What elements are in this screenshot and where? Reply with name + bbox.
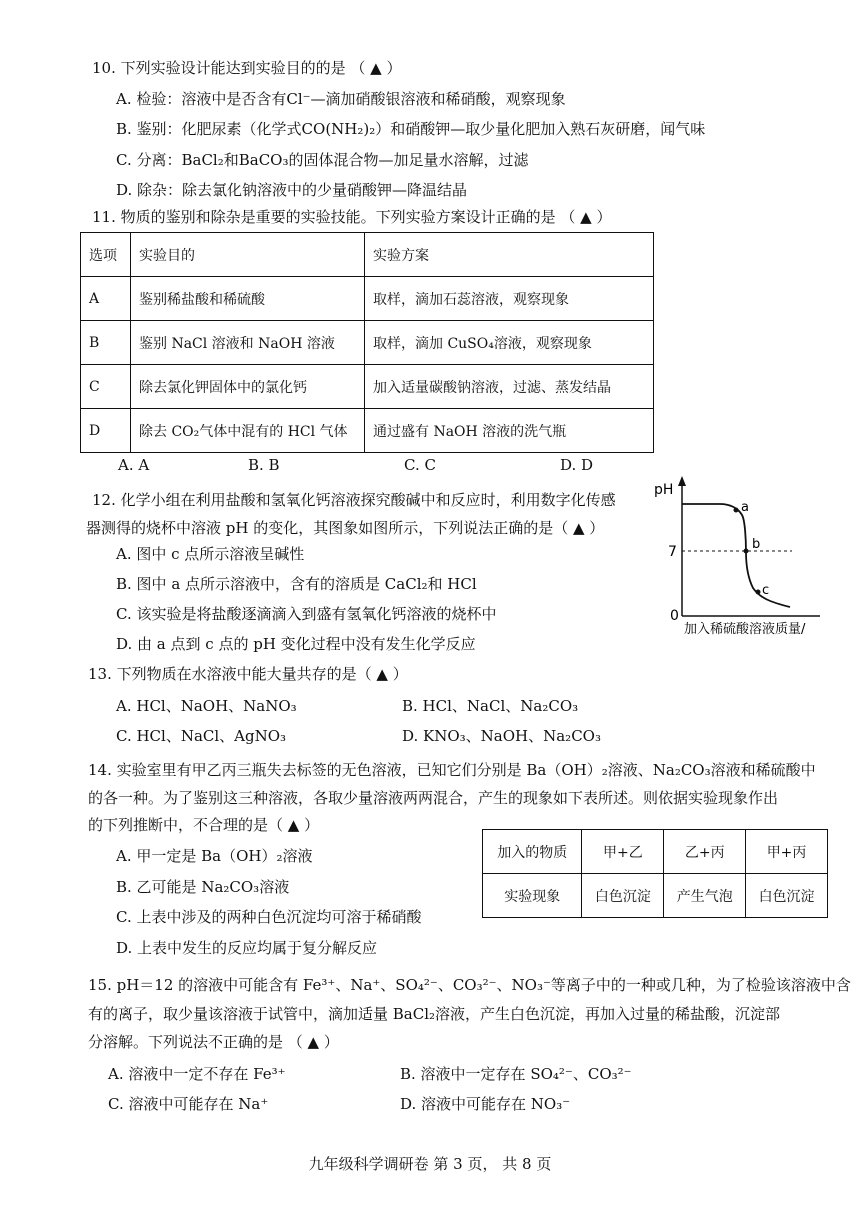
- table-cell: 实验方案: [365, 233, 654, 277]
- q14-table: [482, 829, 828, 918]
- q10-stem: 10. 下列实验设计能达到实验目的的是 （ ▲ ）: [92, 59, 402, 77]
- table-cell: 鉴别 NaCl 溶液和 NaOH 溶液: [131, 321, 365, 365]
- y-axis-arrow: [678, 476, 686, 486]
- table-cell: 加入适量碳酸钠溶液，过滤、蒸发结晶: [365, 365, 654, 409]
- q14-option-c: C. 上表中涉及的两种白色沉淀均可溶于稀硝酸: [116, 908, 422, 926]
- q10-option-c: C. 分离：BaCl₂和BaCO₃的固体混合物—加足量水溶解，过滤: [116, 151, 529, 169]
- table-row: [81, 409, 654, 453]
- q13-stem: 13. 下列物质在水溶液中能大量共存的是（ ▲ ）: [88, 665, 408, 683]
- ph-graph: [650, 470, 860, 645]
- table-row: [483, 874, 828, 918]
- table-cell: 乙+丙: [664, 830, 746, 874]
- q12-option-a: A. 图中 c 点所示溶液呈碱性: [116, 545, 305, 563]
- q14-option-b: B. 乙可能是 Na₂CO₃溶液: [116, 878, 290, 896]
- q12-line1: 12. 化学小组在利用盐酸和氢氧化钙溶液探究酸碱中和反应时，利用数字化传感: [92, 491, 616, 509]
- table-cell: 选项: [81, 233, 131, 277]
- table-row: [81, 365, 654, 409]
- q15-option-b: B. 溶液中一定存在 SO₄²⁻、CO₃²⁻: [400, 1065, 632, 1083]
- point-b-label: b: [752, 537, 761, 552]
- table-cell: 实验现象: [483, 874, 582, 918]
- q11-option-a: A. A: [118, 456, 150, 474]
- table-cell: 实验目的: [131, 233, 365, 277]
- q13-option-a: A. HCl、NaOH、NaNO₃: [116, 697, 297, 715]
- q15-option-c: C. 溶液中可能存在 Na⁺: [108, 1095, 269, 1113]
- q12-option-d: D. 由 a 点到 c 点的 pH 变化过程中没有发生化学反应: [116, 635, 476, 653]
- q11-option-d: D. D: [560, 456, 594, 474]
- table-cell: 产生气泡: [664, 874, 746, 918]
- table-row: [81, 233, 654, 277]
- table-cell: 除去 CO₂气体中混有的 HCl 气体: [131, 409, 365, 453]
- q11-table: [80, 232, 654, 453]
- q15-line3: 分溶解。下列说法不正确的是 （ ▲ ）: [88, 1033, 339, 1051]
- y-axis-label: pH: [654, 482, 674, 498]
- x-axis-label: 加入稀硫酸溶液质量/: [684, 622, 806, 637]
- point-c-label: c: [762, 583, 770, 598]
- table-cell: D: [81, 409, 131, 453]
- q11-stem: 11. 物质的鉴别和除杂是重要的实验技能。下列实验方案设计正确的是 （ ▲ ）: [92, 208, 612, 226]
- q14-option-d: D. 上表中发生的反应均属于复分解反应: [116, 939, 378, 957]
- q12-option-b: B. 图中 a 点所示溶液中，含有的溶质是 CaCl₂和 HCl: [116, 575, 477, 593]
- q10-option-a: A. 检验：溶液中是否含有Cl⁻—滴加硝酸银溶液和稀硝酸，观察现象: [116, 90, 566, 108]
- q14-line1: 14. 实验室里有甲乙丙三瓶失去标签的无色溶液，已知它们分别是 Ba（OH）₂溶液、Na₂CO₃溶液和稀硫酸中: [88, 761, 816, 779]
- q11-option-c: C. C: [404, 456, 436, 474]
- q14-line2: 的各一种。为了鉴别这三种溶液，各取少量溶液两两混合，产生的现象如下表所述。则依据实验现象作出: [88, 789, 779, 807]
- point-a-label: a: [741, 500, 749, 515]
- table-cell: 取样，滴加 CuSO₄溶液，观察现象: [365, 321, 654, 365]
- table-cell: C: [81, 365, 131, 409]
- table-cell: 加入的物质: [483, 830, 582, 874]
- q12-line2: 器测得的烧杯中溶液 pH 的变化，其图象如图所示，下列说法正确的是（ ▲ ）: [86, 519, 605, 537]
- q15-option-a: A. 溶液中一定不存在 Fe³⁺: [108, 1065, 286, 1083]
- table-cell: 取样，滴加石蕊溶液，观察现象: [365, 277, 654, 321]
- table-cell: 甲+丙: [746, 830, 828, 874]
- table-row: [81, 277, 654, 321]
- table-cell: A: [81, 277, 131, 321]
- q14-line3: 的下列推断中，不合理的是（ ▲ ）: [88, 816, 320, 834]
- q12-option-c: C. 该实验是将盐酸逐滴滴入到盛有氢氧化钙溶液的烧杯中: [116, 605, 497, 623]
- table-cell: 通过盛有 NaOH 溶液的洗气瓶: [365, 409, 654, 453]
- table-cell: 白色沉淀: [746, 874, 828, 918]
- point-a: [734, 508, 739, 513]
- point-b: [744, 549, 749, 554]
- table-cell: B: [81, 321, 131, 365]
- table-cell: 白色沉淀: [582, 874, 664, 918]
- table-row: [483, 830, 828, 874]
- table-row: [81, 321, 654, 365]
- q15-option-d: D. 溶液中可能存在 NO₃⁻: [400, 1095, 571, 1113]
- y-tick-7: 7: [668, 544, 677, 560]
- table-cell: 鉴别稀盐酸和稀硫酸: [131, 277, 365, 321]
- table-cell: 除去氯化钾固体中的氯化钙: [131, 365, 365, 409]
- table-cell: 甲+乙: [582, 830, 664, 874]
- q10-option-d: D. 除杂：除去氯化钠溶液中的少量硝酸钾—降温结晶: [116, 181, 468, 199]
- q10-option-b: B. 鉴别：化肥尿素（化学式CO(NH₂)₂）和硝酸钾—取少量化肥加入熟石灰研磨，闻气味: [116, 120, 706, 138]
- ph-curve: [682, 504, 790, 607]
- q14-option-a: A. 甲一定是 Ba（OH）₂溶液: [116, 847, 313, 865]
- q15-line2: 有的离子，取少量该溶液于试管中，滴加适量 BaCl₂溶液，产生白色沉淀，再加入过量的稀盐酸，沉淀部: [88, 1005, 781, 1023]
- q13-option-b: B. HCl、NaCl、Na₂CO₃: [402, 697, 579, 715]
- q11-option-b: B. B: [248, 456, 280, 474]
- point-c: [756, 590, 761, 595]
- q13-option-c: C. HCl、NaCl、AgNO₃: [116, 727, 287, 745]
- origin-label: 0: [670, 608, 679, 624]
- page-footer: 九年级科学调研卷 第 3 页， 共 8 页: [308, 1155, 552, 1173]
- q13-option-d: D. KNO₃、NaOH、Na₂CO₃: [402, 727, 601, 745]
- q15-line1: 15. pH＝12 的溶液中可能含有 Fe³⁺、Na⁺、SO₄²⁻、CO₃²⁻、NO₃⁻等离子中的一种或几种，为了检验该溶液中含: [88, 976, 851, 994]
